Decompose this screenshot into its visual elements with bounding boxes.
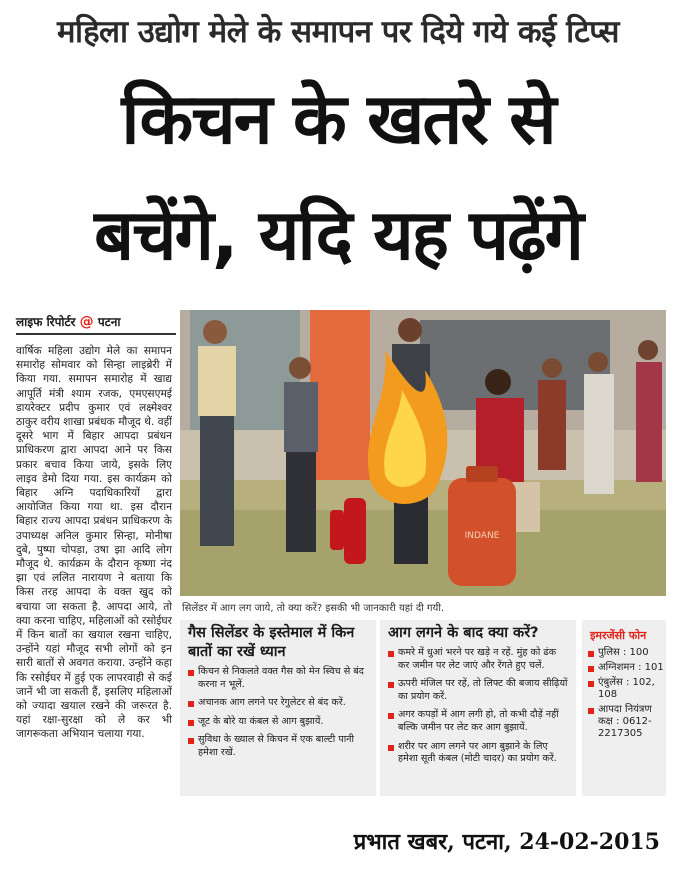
list-item: कमरे में धुआं भरने पर खड़े न रहें. मुंह को ढंक कर जमीन पर लेट जाएं और रेंगते हुए चलें.: [388, 647, 570, 672]
headline-line-1: किचन के खतरे से: [121, 78, 555, 160]
list-item: शरीर पर आग लगने पर आग बुझाने के लिए हमेशा सूती कंबल (मोटी चादर) का प्रयोग करें.: [388, 741, 570, 766]
byline-at-sign: @: [79, 314, 94, 330]
article-body: वार्षिक महिला उद्योग मेले का समापन समारोह सोमवार को सिन्हा लाइब्रेरी में किया गया. समापन समारोह में खाद्य आपूर्ति मंत्री श्याम रजक, एमएसएमई डायरेक्टर प्रदीप कुमार एवं लक्ष्मेश्वर ठाकुर वरीय शाखा प्रबंधक मौजूद थे. वहीं दूसरे भाग में बिहार आपदा प्रबंधन प्राधिकरण द्वारा आपदा आने पर किस प्रकार बचाव किया जाये, इसके लिए लाइव डेमो दिया गया. इस कार्यक्रम को बिहार अग्नि पदाधिकारियों द्वारा आयोजित किया गया था. इस दौरान बिहार राज्य आपदा प्रबंधन प्राधिकरण के उपाध्यक्ष अनिल कुमार सिन्हा, मोनीषा दुबे, पुष्पा चोपड़ा, उषा झा आदि लोग मौजूद थे. कार्यक्रम के दौरान कृष्णा नंद झा एवं ललित नारायण ने बताया कि किस तरह आपदा के वक्त खुद को बचाया जा सकता है. आपदा आये, तो क्या करना चाहिए, महिलाओं को रसोईघर में किन बातों का खयाल रखना चाहिए, उन्होंने यहां मौजूद सभी लोगों को इन सारी बातों से अवगत कराया. उन्होंने कहा कि रसोईघर में हुई एक लापरवाही से कई जानें भी जा सकती हैं, इसलिए महिलाओं को ज्यादा खयाल रखने की जरूरत है. यहां रक्षा-सुरक्षा को ले कर भी जागरूकता अभियान चलाया गया.: [16, 345, 172, 741]
photo-caption: सिलेंडर में आग लग जाये, तो क्या करें? इसकी भी जानकारी यहां दी गयी.: [182, 603, 445, 614]
person-left: [198, 320, 236, 546]
list-item: ऊपरी मंजिल पर रहें, तो लिफ्ट की बजाय सीढ़ियों का प्रयोग करें.: [388, 678, 570, 703]
list-item: अचानक आग लगने पर रेगुलेटर से बंद करें.: [188, 697, 370, 710]
emergency-phone-box: [582, 620, 666, 796]
list-item: जूट के बोरे या कंबल से आग बुझायें.: [188, 716, 370, 729]
headline-line-2: बचेंगे, यदि यह पढ़ेंगे: [94, 194, 582, 276]
emergency-phone-list: [582, 647, 666, 740]
red-pillar: [310, 310, 370, 490]
byline: [16, 313, 176, 335]
tips-box-gas-cylinder-title: गैस सिलेंडर के इस्तेमाल में किन बातों का रखें ध्यान: [188, 625, 355, 660]
byline-reporter: लाइफ रिपोर्टर: [16, 315, 76, 329]
tips-box-gas-cylinder-list: [180, 664, 376, 760]
news-photo: [180, 310, 666, 596]
person-second: [284, 357, 318, 552]
list-item: सुविधा के ख्याल से किचन में एक बाल्टी पानी हमेशा रखें.: [188, 734, 370, 759]
tips-box-after-fire-list: [380, 645, 576, 766]
fire-demo-illustration: [180, 310, 666, 596]
source-credit: प्रभात खबर, पटना, 24-02-2015: [353, 829, 660, 855]
list-item: अग्निशमन : 101: [588, 662, 664, 674]
lpg-cylinder: [448, 466, 516, 586]
list-item: आपदा नियंत्रण कक्ष : 0612-2217305: [588, 704, 664, 740]
kicker-headline: महिला उद्योग मेले के समापन पर दिये गये कई टिप्स: [57, 14, 619, 50]
tips-box-gas-cylinder: [180, 620, 376, 796]
list-item: एंबुलेंस : 102, 108: [588, 677, 664, 701]
cylinder-label: INDANE: [464, 531, 500, 541]
emergency-phone-title: इमरजेंसी फोन: [590, 629, 647, 642]
tips-box-after-fire-title: आग लगने के बाद क्या करें?: [388, 625, 539, 641]
list-item: किचन से निकलते वक्त गैस को मेन स्विच से बंद करना न भूलें.: [188, 666, 370, 691]
list-item: अगर कपड़ों में आग लगी हो, तो कभी दौड़ें नहीं बल्कि जमीन पर लेट कर आग बुझायें.: [388, 709, 570, 734]
byline-city: पटना: [97, 315, 121, 329]
list-item: पुलिस : 100: [588, 647, 664, 659]
tips-box-after-fire: [380, 620, 576, 796]
